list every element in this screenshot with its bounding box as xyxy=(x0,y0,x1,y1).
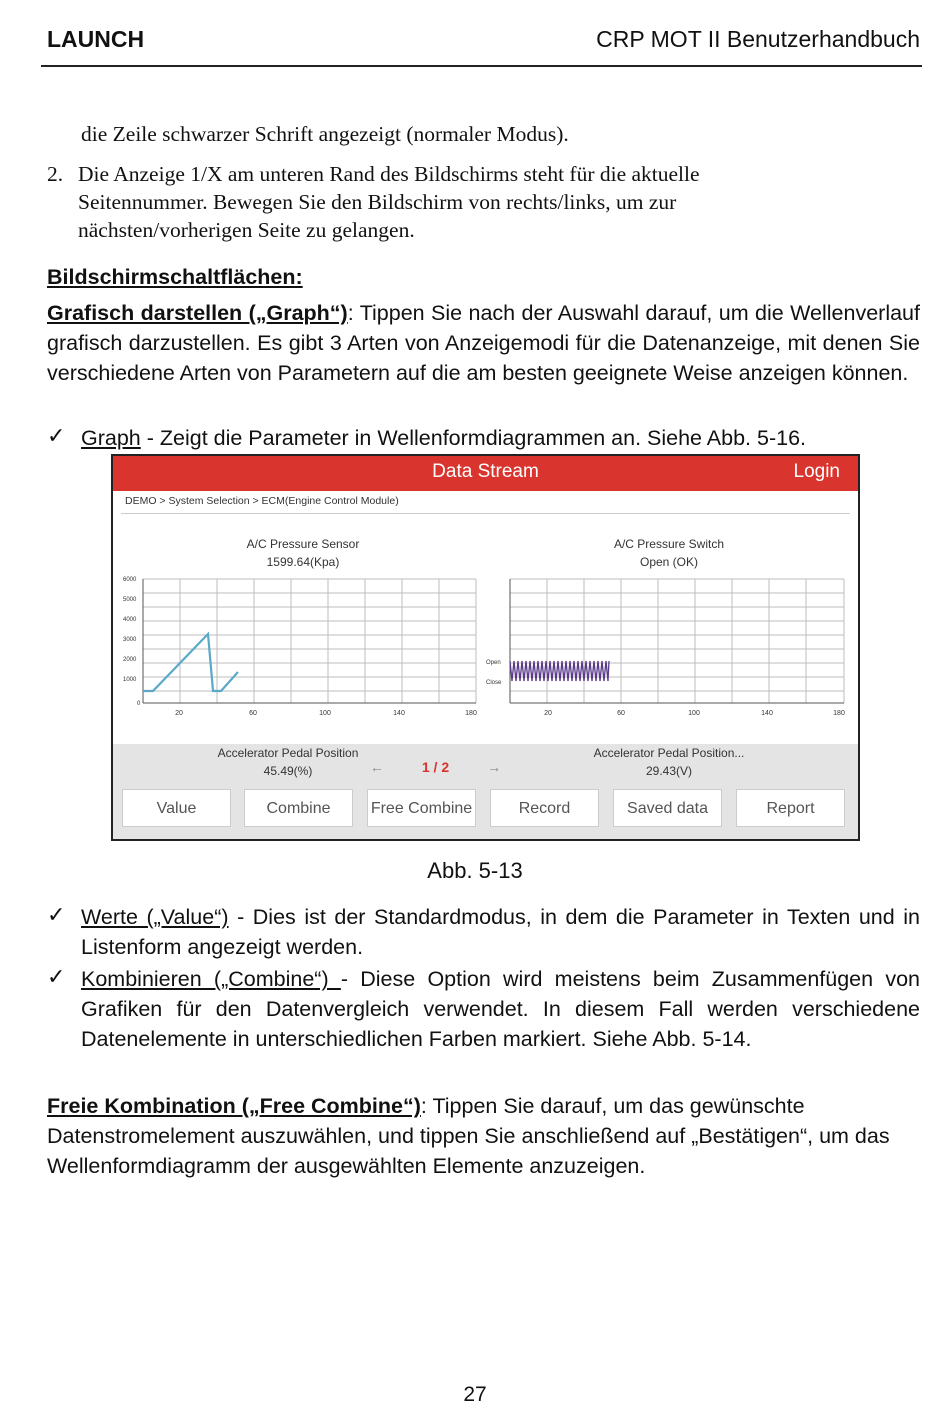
intro-line: die Zeile schwarzer Schrift angezeigt (normaler Modus). xyxy=(81,122,569,146)
value-button[interactable]: Value xyxy=(122,789,231,827)
bullet-graph-term: Graph xyxy=(81,426,141,450)
header-manual-title: CRP MOT II Benutzerhandbuch xyxy=(596,26,920,52)
bottom-right-param-value: 29.43(V) xyxy=(645,764,693,778)
login-button[interactable]: Login xyxy=(793,461,840,482)
report-button[interactable]: Report xyxy=(736,789,845,827)
graph-term: Grafisch darstellen („Graph“) xyxy=(47,301,348,325)
left-y-tick: 5000 xyxy=(123,597,137,603)
check-icon: ✓ xyxy=(47,423,66,448)
bottom-left-param-name: Accelerator Pedal Position xyxy=(217,746,359,760)
right-grid xyxy=(510,579,844,703)
left-y-tick: 4000 xyxy=(123,617,137,623)
right-x-ticks xyxy=(544,710,845,717)
next-page-arrow-icon[interactable]: → xyxy=(487,759,502,775)
left-x-tick: 20 xyxy=(175,710,183,717)
pressure-sensor-chart xyxy=(113,571,485,721)
left-param-name: A/C Pressure Sensor xyxy=(246,537,360,551)
left-x-tick: 60 xyxy=(249,710,257,717)
free-combine-text: : Tippen Sie darauf, um das gewünschte Datenstromelement auszuwählen, und tippen Sie anschließend auf „Bestätigen“, um das Wellenformdiagramm der ausgewählten Elemente anzuzeigen. xyxy=(47,1094,890,1178)
left-x-tick: 180 xyxy=(465,710,477,717)
right-param-name: A/C Pressure Switch xyxy=(613,537,725,551)
bullet-combine-term: Kombinieren („Combine“) xyxy=(81,967,341,991)
breadcrumb: DEMO > System Selection > ECM(Engine Control Module) xyxy=(125,495,399,507)
page-number: 27 xyxy=(463,1383,487,1406)
left-y-tick: 6000 xyxy=(123,577,137,583)
left-y-tick: 0 xyxy=(137,701,141,707)
bullet-graph xyxy=(81,423,920,453)
list-number-2: 2. xyxy=(47,162,64,186)
bullet-graph-text: - Zeigt die Parameter in Wellenformdiagrammen an. Siehe Abb. 5-16. xyxy=(140,426,807,450)
state-open-label: Open xyxy=(486,660,501,666)
right-x-tick: 180 xyxy=(833,710,845,717)
section-heading: Bildschirmschaltflächen: xyxy=(47,265,303,289)
bullet-value-term: Werte („Value“) xyxy=(81,905,229,929)
graph-text: : Tippen Sie nach der Auswahl darauf, um die Wellenverlauf grafisch darzustellen. Es gibt 3 Arten von Anzeigemodi für die Datenanzeige, mit denen Sie verschiedene Arten von Parametern auf die am besten geeignete Weise anzeigen können. xyxy=(47,301,920,385)
left-y-ticks xyxy=(123,577,141,707)
left-y-tick: 3000 xyxy=(123,637,137,643)
right-state-labels xyxy=(486,660,502,686)
state-close-label: Close xyxy=(486,680,502,686)
left-y-tick: 1000 xyxy=(123,677,137,683)
list-item-2: Die Anzeige 1/X am unteren Rand des Bildschirms steht für die aktuelle Seitennummer. Bewegen Sie den Bildschirm von rechts/links, um zur nächsten/vorherigen Seite zu gelangen. xyxy=(78,162,700,242)
pressure-switch-series xyxy=(510,661,609,681)
bottom-left-param-value: 45.49(%) xyxy=(263,764,313,778)
header-brand: LAUNCH xyxy=(47,26,145,52)
left-grid xyxy=(143,579,476,703)
data-stream-screenshot xyxy=(111,454,860,841)
title-bar xyxy=(113,456,858,491)
record-button[interactable]: Record xyxy=(490,789,599,827)
pressure-switch-chart xyxy=(478,571,858,721)
figure-caption: Abb. 5-13 xyxy=(427,858,523,883)
left-x-tick: 140 xyxy=(393,710,405,717)
left-param-value: 1599.64(Kpa) xyxy=(266,555,340,569)
free-combine-term: Freie Kombination („Free Combine“) xyxy=(47,1094,421,1118)
right-x-tick: 140 xyxy=(761,710,773,717)
left-x-ticks xyxy=(175,710,477,717)
free-combine-button[interactable]: Free Combine xyxy=(367,789,476,827)
bullet-combine-text: - Diese Option wird meistens beim Zusammenfügen von Grafiken für den Datenvergleich verwendet. In diesem Fall werden verschiedene Datenelemente in unterschiedlichen Farben markiert. Siehe Abb. 5-14. xyxy=(81,967,920,1051)
left-y-tick: 2000 xyxy=(123,657,137,663)
screen-title: Data Stream xyxy=(432,461,539,482)
bottom-right-param-name: Accelerator Pedal Position... xyxy=(593,746,745,760)
header-rule xyxy=(41,65,922,67)
check-icon: ✓ xyxy=(47,902,66,927)
pager xyxy=(298,759,573,775)
free-combine-paragraph xyxy=(47,1091,926,1181)
prev-page-arrow-icon[interactable]: ← xyxy=(369,759,384,775)
saved-data-button[interactable]: Saved data xyxy=(613,789,722,827)
bullet-value-text: - Dies ist der Standardmodus, in dem die Parameter in Texten und in Listenform angezeigt werden. xyxy=(81,905,920,959)
graph-paragraph xyxy=(47,298,920,388)
breadcrumb-divider xyxy=(121,513,850,514)
right-x-tick: 60 xyxy=(617,710,625,717)
page-indicator: 1 / 2 xyxy=(421,759,450,775)
right-x-tick: 20 xyxy=(544,710,552,717)
check-icon: ✓ xyxy=(47,964,66,989)
bullet-combine xyxy=(81,964,920,1054)
combine-button[interactable]: Combine xyxy=(244,789,353,827)
right-x-tick: 100 xyxy=(688,710,700,717)
right-param-value: Open (OK) xyxy=(639,555,699,569)
left-x-tick: 100 xyxy=(319,710,331,717)
bullet-value xyxy=(81,902,920,962)
